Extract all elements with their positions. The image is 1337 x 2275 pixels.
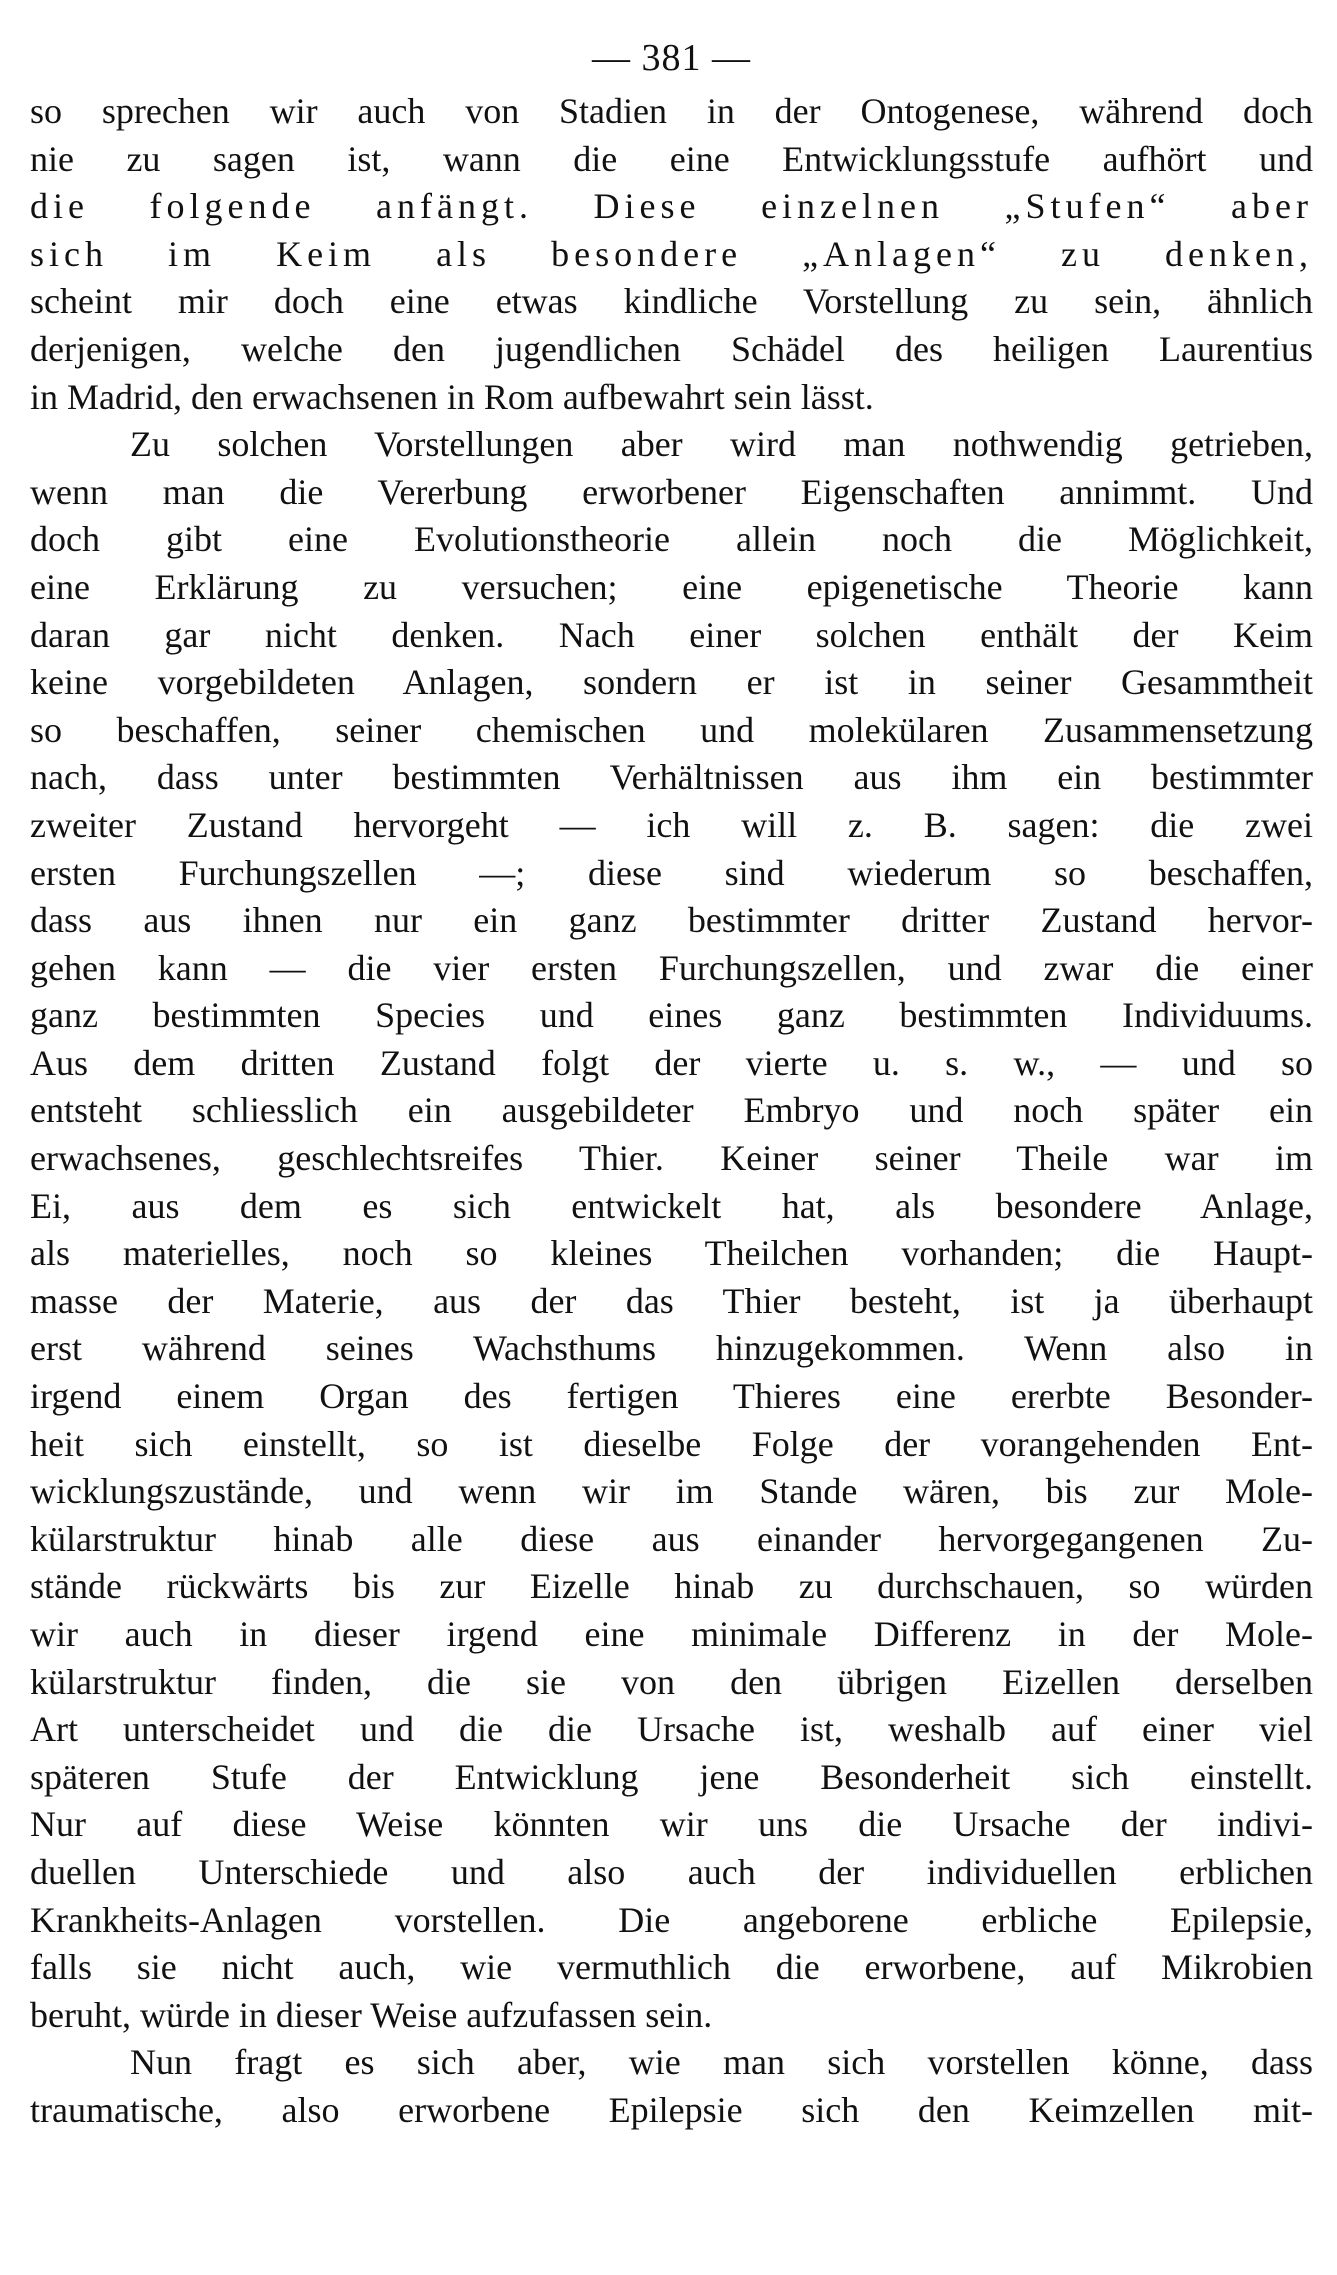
text-line: nach, dass unter bestimmten Verhältnissen aus ihm ein bestimmter (30, 757, 1313, 798)
text-line: nie zu sagen ist, wann die eine Entwicklungsstufe aufhört und (30, 138, 1313, 179)
text-line: traumatische, also erworbene Epilepsie sich den Keimzellen mit- (30, 2089, 1313, 2130)
text-line: sich im Keim als besondere „Anlagen“ zu denken, (30, 233, 1313, 274)
text-line: dass aus ihnen nur ein ganz bestimmter dritter Zustand hervor- (30, 900, 1313, 941)
book-page (30, 28, 1313, 2135)
paragraph-1 (30, 88, 1313, 421)
text-line: derjenigen, welche den jugendlichen Schädel des heiligen Laurentius (30, 328, 1313, 369)
text-line: duellen Unterschiede und also auch der individuellen erblichen (30, 1851, 1313, 1892)
text-line: so sprechen wir auch von Stadien in der Ontogenese, während doch (30, 91, 1313, 131)
text-line: masse der Materie, aus der das Thier besteht, ist ja überhaupt (30, 1280, 1313, 1321)
page-number: — 381 — (592, 37, 751, 79)
text-line: scheint mir doch eine etwas kindliche Vorstellung zu sein, ähnlich (30, 281, 1313, 322)
text-line: die folgende anfängt. Diese einzelnen „Stufen“ aber (30, 186, 1313, 227)
text-line: als materielles, noch so kleines Theilchen vorhanden; die Haupt- (30, 1233, 1313, 1274)
text-line: heit sich einstellt, so ist dieselbe Folge der vorangehenden Ent- (30, 1423, 1313, 1464)
text-line: doch gibt eine Evolutionstheorie allein noch die Möglichkeit, (30, 519, 1313, 560)
text-line: erst während seines Wachsthums hinzugekommen. Wenn also in (30, 1328, 1313, 1369)
text-line: späteren Stufe der Entwicklung jene Besonderheit sich einstellt. (30, 1756, 1313, 1797)
text-line: keine vorgebildeten Anlagen, sondern er ist in seiner Gesammtheit (30, 662, 1313, 703)
text-line: wenn man die Vererbung erworbener Eigenschaften annimmt. Und (30, 471, 1313, 512)
text-line: Zu solchen Vorstellungen aber wird man nothwendig getrieben, (130, 424, 1313, 465)
text-line: ersten Furchungszellen —; diese sind wiederum so beschaffen, (30, 852, 1313, 893)
text-line: wicklungszustände, und wenn wir im Stande wären, bis zur Mole- (30, 1471, 1313, 1512)
text-line: zweiter Zustand hervorgeht — ich will z. B. sagen: die zwei (30, 804, 1313, 845)
text-line: Ei, aus dem es sich entwickelt hat, als besondere Anlage, (30, 1185, 1313, 1226)
paragraph-2 (30, 421, 1313, 2039)
text-line: irgend einem Organ des fertigen Thieres eine ererbte Besonder- (30, 1376, 1313, 1417)
text-line: Art unterscheidet und die die Ursache ist, weshalb auf einer viel (30, 1709, 1313, 1750)
text-line: Krankheits-Anlagen vorstellen. Die angeborene erbliche Epilepsie, (30, 1899, 1313, 1940)
text-line: Aus dem dritten Zustand folgt der vierte u. s. w., — und so (30, 1042, 1313, 1083)
text-line: daran gar nicht denken. Nach einer solchen enthält der Keim (30, 614, 1313, 655)
text-line: külarstruktur finden, die sie von den übrigen Eizellen derselben (30, 1661, 1313, 1702)
text-line: gehen kann — die vier ersten Furchungszellen, und zwar die einer (30, 947, 1313, 988)
paragraph-3 (30, 2039, 1313, 2134)
text-line: Nur auf diese Weise könnten wir uns die Ursache der indivi- (30, 1804, 1313, 1845)
text-line: in Madrid, den erwachsenen in Rom aufbewahrt sein lässt. (30, 376, 874, 417)
text-line: so beschaffen, seiner chemischen und molekülaren Zusammensetzung (30, 709, 1313, 750)
text-line: wir auch in dieser irgend eine minimale Differenz in der Mole- (30, 1614, 1313, 1654)
text-line: ganz bestimmten Species und eines ganz bestimmten Individuums. (30, 995, 1313, 1036)
text-line: stände rückwärts bis zur Eizelle hinab zu durchschauen, so würden (30, 1566, 1313, 1607)
text-line: beruht, würde in dieser Weise aufzufassen sein. (30, 1994, 713, 2035)
text-line: entsteht schliesslich ein ausgebildeter Embryo und noch später ein (30, 1090, 1313, 1131)
text-line: erwachsenes, geschlechtsreifes Thier. Keiner seiner Theile war im (30, 1138, 1313, 1179)
text-line: eine Erklärung zu versuchen; eine epigenetische Theorie kann (30, 566, 1313, 607)
text-line: külarstruktur hinab alle diese aus einander hervorgegangenen Zu- (30, 1518, 1313, 1559)
text-line: falls sie nicht auch, wie vermuthlich die erworbene, auf Mikrobien (30, 1947, 1313, 1988)
text-line: Nun fragt es sich aber, wie man sich vorstellen könne, dass (130, 2042, 1313, 2083)
